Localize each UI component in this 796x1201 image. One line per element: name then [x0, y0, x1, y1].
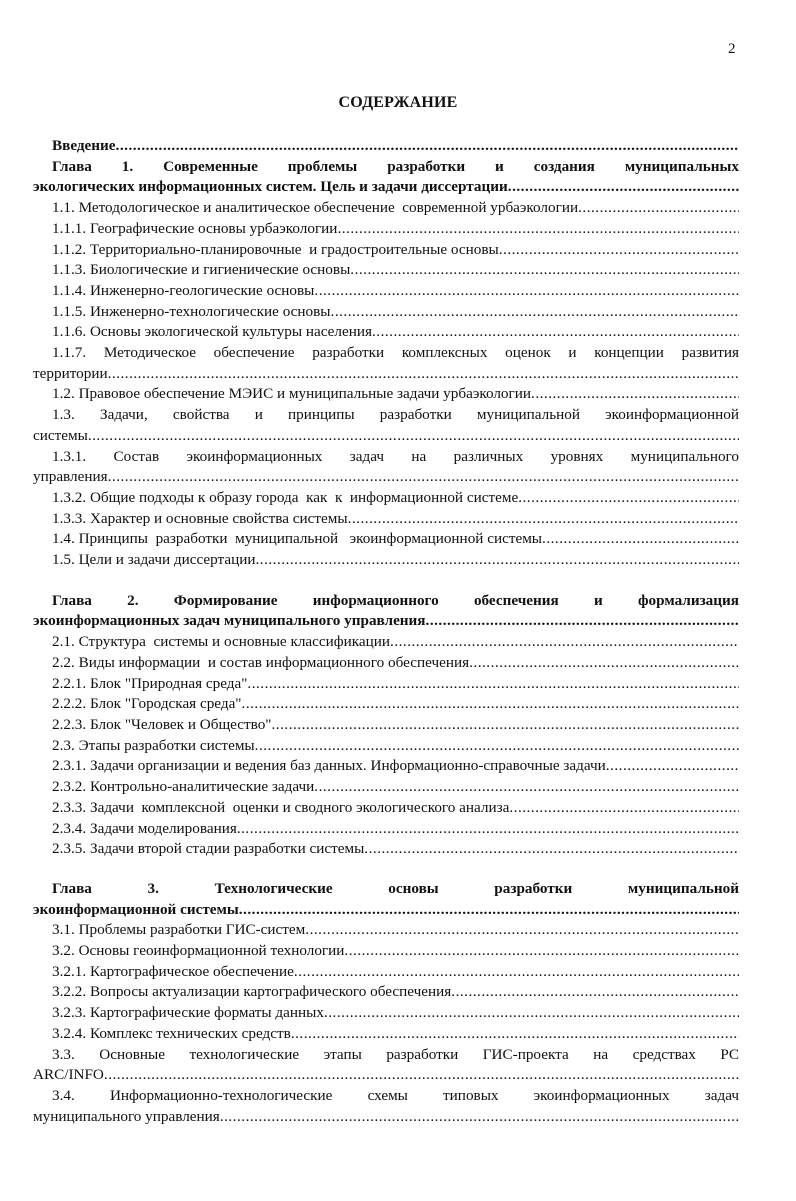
toc-entry — [33, 798, 739, 819]
entry-text: 1.4. Принципы разработки муниципальной экоинформационной системы — [52, 530, 543, 548]
toc-entry — [33, 260, 739, 281]
toc-entry — [33, 509, 739, 530]
entry-text: 1.1.1. Географические основы урбаэкологии — [52, 219, 338, 237]
dot-leader — [294, 962, 739, 983]
table-of-contents — [33, 136, 739, 1127]
dot-leader — [237, 819, 739, 840]
entry-text: 2.3.3. Задачи комплексной оценки и сводного экологического анализа — [52, 798, 510, 816]
dot-leader — [499, 240, 739, 261]
toc-entry — [33, 1024, 739, 1045]
dot-leader — [372, 322, 739, 343]
entry-text: 2.3.1. Задачи организации и ведения баз данных. Информационно-справочные задачи — [52, 757, 606, 775]
entry-text: Введение — [52, 137, 116, 154]
toc-entry — [33, 322, 739, 343]
dot-leader — [364, 839, 739, 860]
toc-entry — [33, 302, 739, 323]
entry-text: 1.1.3. Биологические и гигиенические основы — [52, 261, 351, 279]
entry-text: 1.3.1. Состав экоинформационных задач на различных уровнях муниципального — [52, 447, 739, 465]
dot-leader — [104, 1065, 739, 1086]
toc-entry — [33, 219, 739, 240]
toc-entry — [33, 198, 739, 219]
dot-leader — [390, 632, 739, 653]
entry-text: управления — [33, 468, 108, 486]
entry-text: муниципального управления — [33, 1107, 220, 1125]
toc-entry — [33, 632, 739, 653]
entry-text: территории — [33, 364, 108, 382]
entry-text: 2.1. Структура системы и основные классификации — [52, 633, 391, 651]
entry-text: 1.1.6. Основы экологической культуры населения — [52, 323, 372, 341]
dot-leader — [305, 920, 739, 941]
toc-entry — [33, 920, 739, 941]
toc-entry-introduction — [33, 136, 739, 157]
entry-text: 1.1.7. Методическое обеспечение разработки комплексных оценок и концепции развития — [52, 344, 739, 362]
dot-leader — [255, 736, 739, 757]
page-title: СОДЕРЖАНИЕ — [338, 94, 458, 111]
dot-leader — [291, 1024, 739, 1045]
dot-leader — [88, 426, 739, 447]
toc-entry — [33, 962, 739, 983]
entry-text: 3.2.3. Картографические форматы данных — [52, 1004, 324, 1022]
entry-text: 2.3.4. Задачи моделирования — [52, 819, 237, 837]
toc-entry — [33, 653, 739, 674]
toc-entry — [33, 384, 739, 405]
dot-leader — [255, 550, 739, 571]
chapter-2-title-line-2: экоинформационных задач муниципального управления — [33, 612, 426, 630]
dot-leader — [348, 509, 739, 530]
toc-entry — [33, 819, 739, 840]
toc-entry — [33, 281, 739, 302]
toc-entry-3-3 — [33, 1045, 739, 1086]
entry-text: 2.3. Этапы разработки системы — [52, 736, 255, 754]
dot-leader — [337, 219, 739, 240]
entry-text: системы — [33, 426, 88, 444]
toc-chapter-2 — [33, 591, 739, 632]
chapter-1-title-line-2: экологических информационных систем. Цель и задачи диссертации — [33, 178, 508, 196]
entry-text: 1.2. Правовое обеспечение МЭИС и муниципальные задачи урбаэкологии — [52, 385, 532, 403]
entry-text: 1.1. Методологическое и аналитическое обеспечение современной урбаэкологии — [52, 199, 579, 217]
entry-text: 3.2.2. Вопросы актуализации картографического обеспечения — [52, 983, 452, 1001]
chapter-2-title-line-1: Глава 2. Формирование информационного обеспечения и формализация — [52, 591, 739, 609]
toc-entry-1-3-1 — [33, 447, 739, 488]
entry-text: 3.3. Основные технологические этапы разработки ГИС-проекта на средствах PC — [52, 1045, 739, 1063]
dot-leader — [324, 1003, 739, 1024]
dot-leader — [272, 715, 740, 736]
chapter-3-title-line-1: Глава 3. Технологические основы разработки муниципальной — [52, 879, 739, 897]
entry-text: 2.2. Виды информации и состав информационного обеспечения — [52, 653, 470, 671]
toc-entry — [33, 756, 739, 777]
entry-text: 1.3. Задачи, свойства и принципы разработки муниципальной экоинформационной — [52, 406, 739, 424]
toc-chapter-3 — [33, 879, 739, 920]
dot-leader — [108, 467, 739, 488]
toc-entry — [33, 715, 739, 736]
dot-leader — [451, 982, 739, 1003]
entry-text: ARC/INFO — [33, 1066, 104, 1084]
chapter-3-title-line-2: экоинформационной системы — [33, 900, 239, 918]
dot-leader — [220, 1107, 739, 1128]
dot-leader — [344, 941, 739, 962]
toc-entry — [33, 982, 739, 1003]
toc-entry-1-1-7 — [33, 343, 739, 384]
entry-text: 3.2.4. Комплекс технических средств — [52, 1024, 291, 1042]
dot-leader — [350, 260, 739, 281]
entry-text: 2.3.2. Контрольно-аналитические задачи — [52, 778, 315, 796]
dot-leader — [578, 198, 739, 219]
toc-entry-3-4 — [33, 1086, 739, 1127]
dot-leader — [508, 177, 739, 198]
toc-entry — [33, 1003, 739, 1024]
entry-text: 3.2.1. Картографическое обеспечение — [52, 962, 294, 980]
dot-leader — [108, 364, 739, 385]
toc-entry — [33, 736, 739, 757]
dot-leader — [606, 756, 739, 777]
dot-leader — [242, 694, 739, 715]
toc-entry — [33, 839, 739, 860]
dot-leader — [116, 136, 739, 157]
toc-entry — [33, 777, 739, 798]
entry-text: 2.2.2. Блок "Городская среда" — [52, 695, 242, 713]
dot-leader — [531, 384, 739, 405]
dot-leader — [426, 611, 739, 632]
dot-leader — [469, 653, 739, 674]
entry-text: 1.1.4. Инженерно-геологические основы — [52, 281, 315, 299]
dot-leader — [542, 529, 739, 550]
toc-entry — [33, 694, 739, 715]
entry-text: 2.2.1. Блок "Природная среда" — [52, 674, 248, 692]
entry-text: 3.4. Информационно-технологические схемы типовых экоинформационных задач — [52, 1086, 739, 1104]
toc-entry-1-3 — [33, 405, 739, 446]
entry-text: 1.3.3. Характер и основные свойства системы — [52, 509, 348, 527]
entry-text: 2.2.3. Блок "Человек и Общество" — [52, 715, 272, 733]
entry-text: 1.5. Цели и задачи диссертации — [52, 551, 256, 569]
toc-entry — [33, 674, 739, 695]
toc-entry — [33, 550, 739, 571]
dot-leader — [314, 777, 739, 798]
entry-text: 2.3.5. Задачи второй стадии разработки системы — [52, 840, 365, 858]
dot-leader — [518, 488, 739, 509]
entry-text: 1.1.2. Территориально-планировочные и градостроительные основы — [52, 240, 499, 258]
page-number: 2 — [728, 41, 736, 57]
dot-leader — [331, 302, 739, 323]
dot-leader — [247, 674, 739, 695]
dot-leader — [239, 900, 739, 921]
toc-entry — [33, 488, 739, 509]
entry-text: 3.1. Проблемы разработки ГИС-систем — [52, 921, 306, 939]
toc-entry — [33, 240, 739, 261]
toc-entry — [33, 941, 739, 962]
toc-entry — [33, 529, 739, 550]
entry-text: 1.1.5. Инженерно-технологические основы — [52, 302, 331, 320]
dot-leader — [314, 281, 739, 302]
entry-text: 1.3.2. Общие подходы к образу города как к информационной системе — [52, 488, 519, 506]
chapter-1-title-line-1: Глава 1. Современные проблемы разработки и создания муниципальных — [52, 157, 739, 175]
dot-leader — [509, 798, 739, 819]
toc-chapter-1 — [33, 157, 739, 198]
entry-text: 3.2. Основы геоинформационной технологии — [52, 942, 345, 960]
